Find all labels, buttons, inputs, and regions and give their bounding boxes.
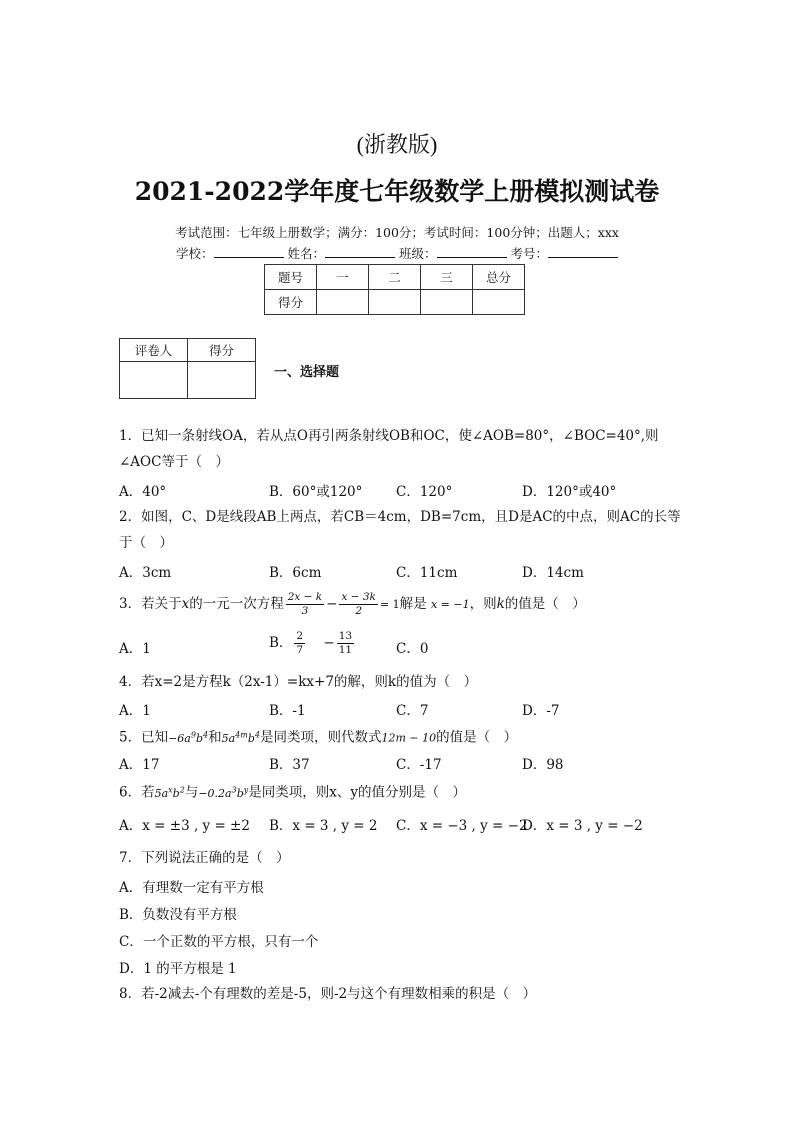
score-cell [421,290,473,315]
q3-b-denominator: 7 [296,644,304,656]
q3-option-c: C．0 [396,641,429,657]
score-header-cell: 题号 [265,265,317,290]
score-table [264,264,525,315]
question-8: 8．若-2减去-个有理数的差是-5，则-2与这个有理数相乘的积是（ ） [119,986,537,1002]
q3-solution: x = −1 [430,598,470,611]
q5-term-2-coef: 5a [221,731,236,745]
question-1-line2: ∠AOC等于（ ） [119,454,229,470]
q3-option-b [269,629,356,657]
q5-text-mid: 是同类项，则代数式 [260,729,382,746]
q7-option-b: B．负数没有平方根 [119,907,237,923]
q6-term-1-b: b [172,786,180,800]
q6-option-b: B．x = 3 , y = 2 [269,818,378,834]
q5-option-d: D．98 [522,757,564,773]
q3-text-sol-pre: 解是 [399,596,427,612]
q6-option-a: A．x = ±3 , y = ±2 [119,818,250,834]
question-2-line2: 于（ ） [119,535,173,551]
q5-term-1-exp-a: 9 [190,730,196,739]
q3-fraction-2 [339,591,377,618]
q6-term-2-exp-a: 3 [231,785,237,794]
class-label: 班级： [398,246,437,261]
exam-title: 2021-2022学年度七年级数学上册模拟测试卷 [134,177,660,206]
q2-option-d: D．14cm [522,565,584,581]
q6-option-c: C．x = −3 , y = −2 [396,818,528,834]
q3-var-k: k [496,596,505,612]
score-header-cell: 二 [369,265,421,290]
q5-text-pre: 5．已知 [119,729,169,746]
question-5 [119,725,679,749]
student-info-line [0,244,794,262]
q4-option-a: A．1 [119,703,151,719]
exam-no-blank [548,245,618,258]
q5-option-a: A．17 [119,757,160,773]
q6-term-2-exp-b: y [243,785,249,794]
q4-option-b: B．-1 [269,703,306,719]
q6-term-2-coef: −0.2a [198,786,232,800]
q5-term-1-coef: −6a [168,731,191,745]
q7-option-c: C．一个正数的平方根，只有一个 [119,934,319,950]
q5-expression: 12m − 10 [381,731,437,745]
q3-equals: = 1 [379,598,400,611]
q6-text-pre: 6．若 [119,784,155,801]
q5-option-b: B．37 [269,757,310,773]
score-cell [369,290,421,315]
score-header-cell: 一 [317,265,369,290]
q5-term-2 [222,732,260,745]
grader-header: 评卷人 [120,339,188,362]
q3-f2-denominator: 2 [355,605,363,617]
q6-term-1-exp-b: 2 [179,785,185,794]
q5-option-c: C．-17 [396,757,442,773]
exam-no-label: 考号： [510,246,548,261]
q3-b-numerator: 2 [296,630,304,642]
q5-term-2-exp-b: 4 [254,730,260,739]
question-6 [119,780,679,804]
section-title: 一、选择题 [274,365,340,380]
q6-term-1 [155,787,185,800]
q6-text-end: 是同类项，则x、y的值分别是（ ） [248,784,467,801]
q1-option-d: D．120°或40° [522,484,617,500]
score-row-label: 得分 [265,290,317,315]
q6-option-d: D．x = 3 , y = −2 [522,818,643,834]
q3-option-b-label: B． [269,635,293,651]
q2-option-c: C．11cm [396,565,458,581]
score-cell [473,290,525,315]
q3-option-a: A．1 [119,641,151,657]
question-2-line1: 2．如图，C、D是线段AB上两点，若CB＝4cm，DB=7cm，且D是AC的中点，则AC的长等 [119,509,681,525]
q3-minus: − [326,596,338,612]
q6-term-2-b: b [236,786,244,800]
exam-info: 考试范围：七年级上册数学；满分：100分；考试时间：100分钟；出题人；xxx [175,225,619,240]
question-1-line1: 1．已知一条射线OA，若从点O再引两条射线OB和OC，使∠AOB=80°，∠BOC=40°,则 [119,428,659,444]
q3-fraction-1 [286,591,324,618]
q1-option-c: C．120° [396,484,453,500]
q4-option-d: D．-7 [522,703,560,719]
q7-option-d: D．1 的平方根是 1 [119,961,237,977]
q6-text-and: 与 [184,784,199,801]
q6-term-1-exp-a: x [168,785,173,794]
q5-text-end: 的值是（ ） [436,729,518,746]
q3-var-x: x [181,596,190,612]
q3-option-b2-fraction [337,630,354,657]
q3-option-b2-sign: − [323,635,335,651]
school-label: 学校： [175,246,214,261]
grader-table [119,338,256,399]
q5-term-1-exp-b: 4 [203,730,209,739]
score-header-cell: 三 [421,265,473,290]
q3-b2-denominator: 11 [338,644,353,656]
q3-f1-numerator: 2x − k [287,591,323,603]
q2-option-a: A．3cm [119,565,172,581]
question-7: 7．下列说法正确的是（ ） [119,850,290,866]
grader-cell [120,362,188,399]
grader-score-header: 得分 [188,339,256,362]
q1-option-a: A．40° [119,484,167,500]
q3-text-pre: 3．若关于 [119,596,182,612]
score-header-cell: 总分 [473,265,525,290]
q7-option-a: A．有理数一定有平方根 [119,880,264,896]
q5-term-2-b: b [247,731,255,745]
q5-term-1-b: b [195,731,204,745]
exam-subtitle: (浙教版) [356,132,438,157]
name-label: 姓名： [287,246,325,261]
school-blank [214,245,284,258]
class-blank [437,245,507,258]
name-blank [325,245,395,258]
score-cell [317,290,369,315]
q3-text-sol-post: ，则 [469,596,497,612]
q3-text-mid: 的一元一次方程 [189,596,284,612]
q3-f1-denominator: 3 [301,605,309,617]
q3-b2-numerator: 13 [338,630,353,642]
q4-option-c: C．7 [396,703,429,719]
q3-f2-numerator: x − 3k [341,591,376,603]
q3-text-end: 的值是（ ） [504,596,586,612]
q6-term-1-coef: 5a [154,786,169,800]
q2-option-b: B．6cm [269,565,322,581]
q3-option-b-fraction [294,630,305,657]
q5-term-1 [168,732,208,745]
q5-term-2-exp-a: 4m [235,730,248,739]
question-3 [119,590,679,619]
q5-text-and: 和 [208,729,222,746]
q6-term-2 [198,787,248,800]
q1-option-b: B．60°或120° [269,484,363,500]
grader-score-cell [188,362,256,399]
question-4: 4．若x=2是方程k（2x-1）=kx+7的解，则k的值为（ ） [119,674,478,690]
